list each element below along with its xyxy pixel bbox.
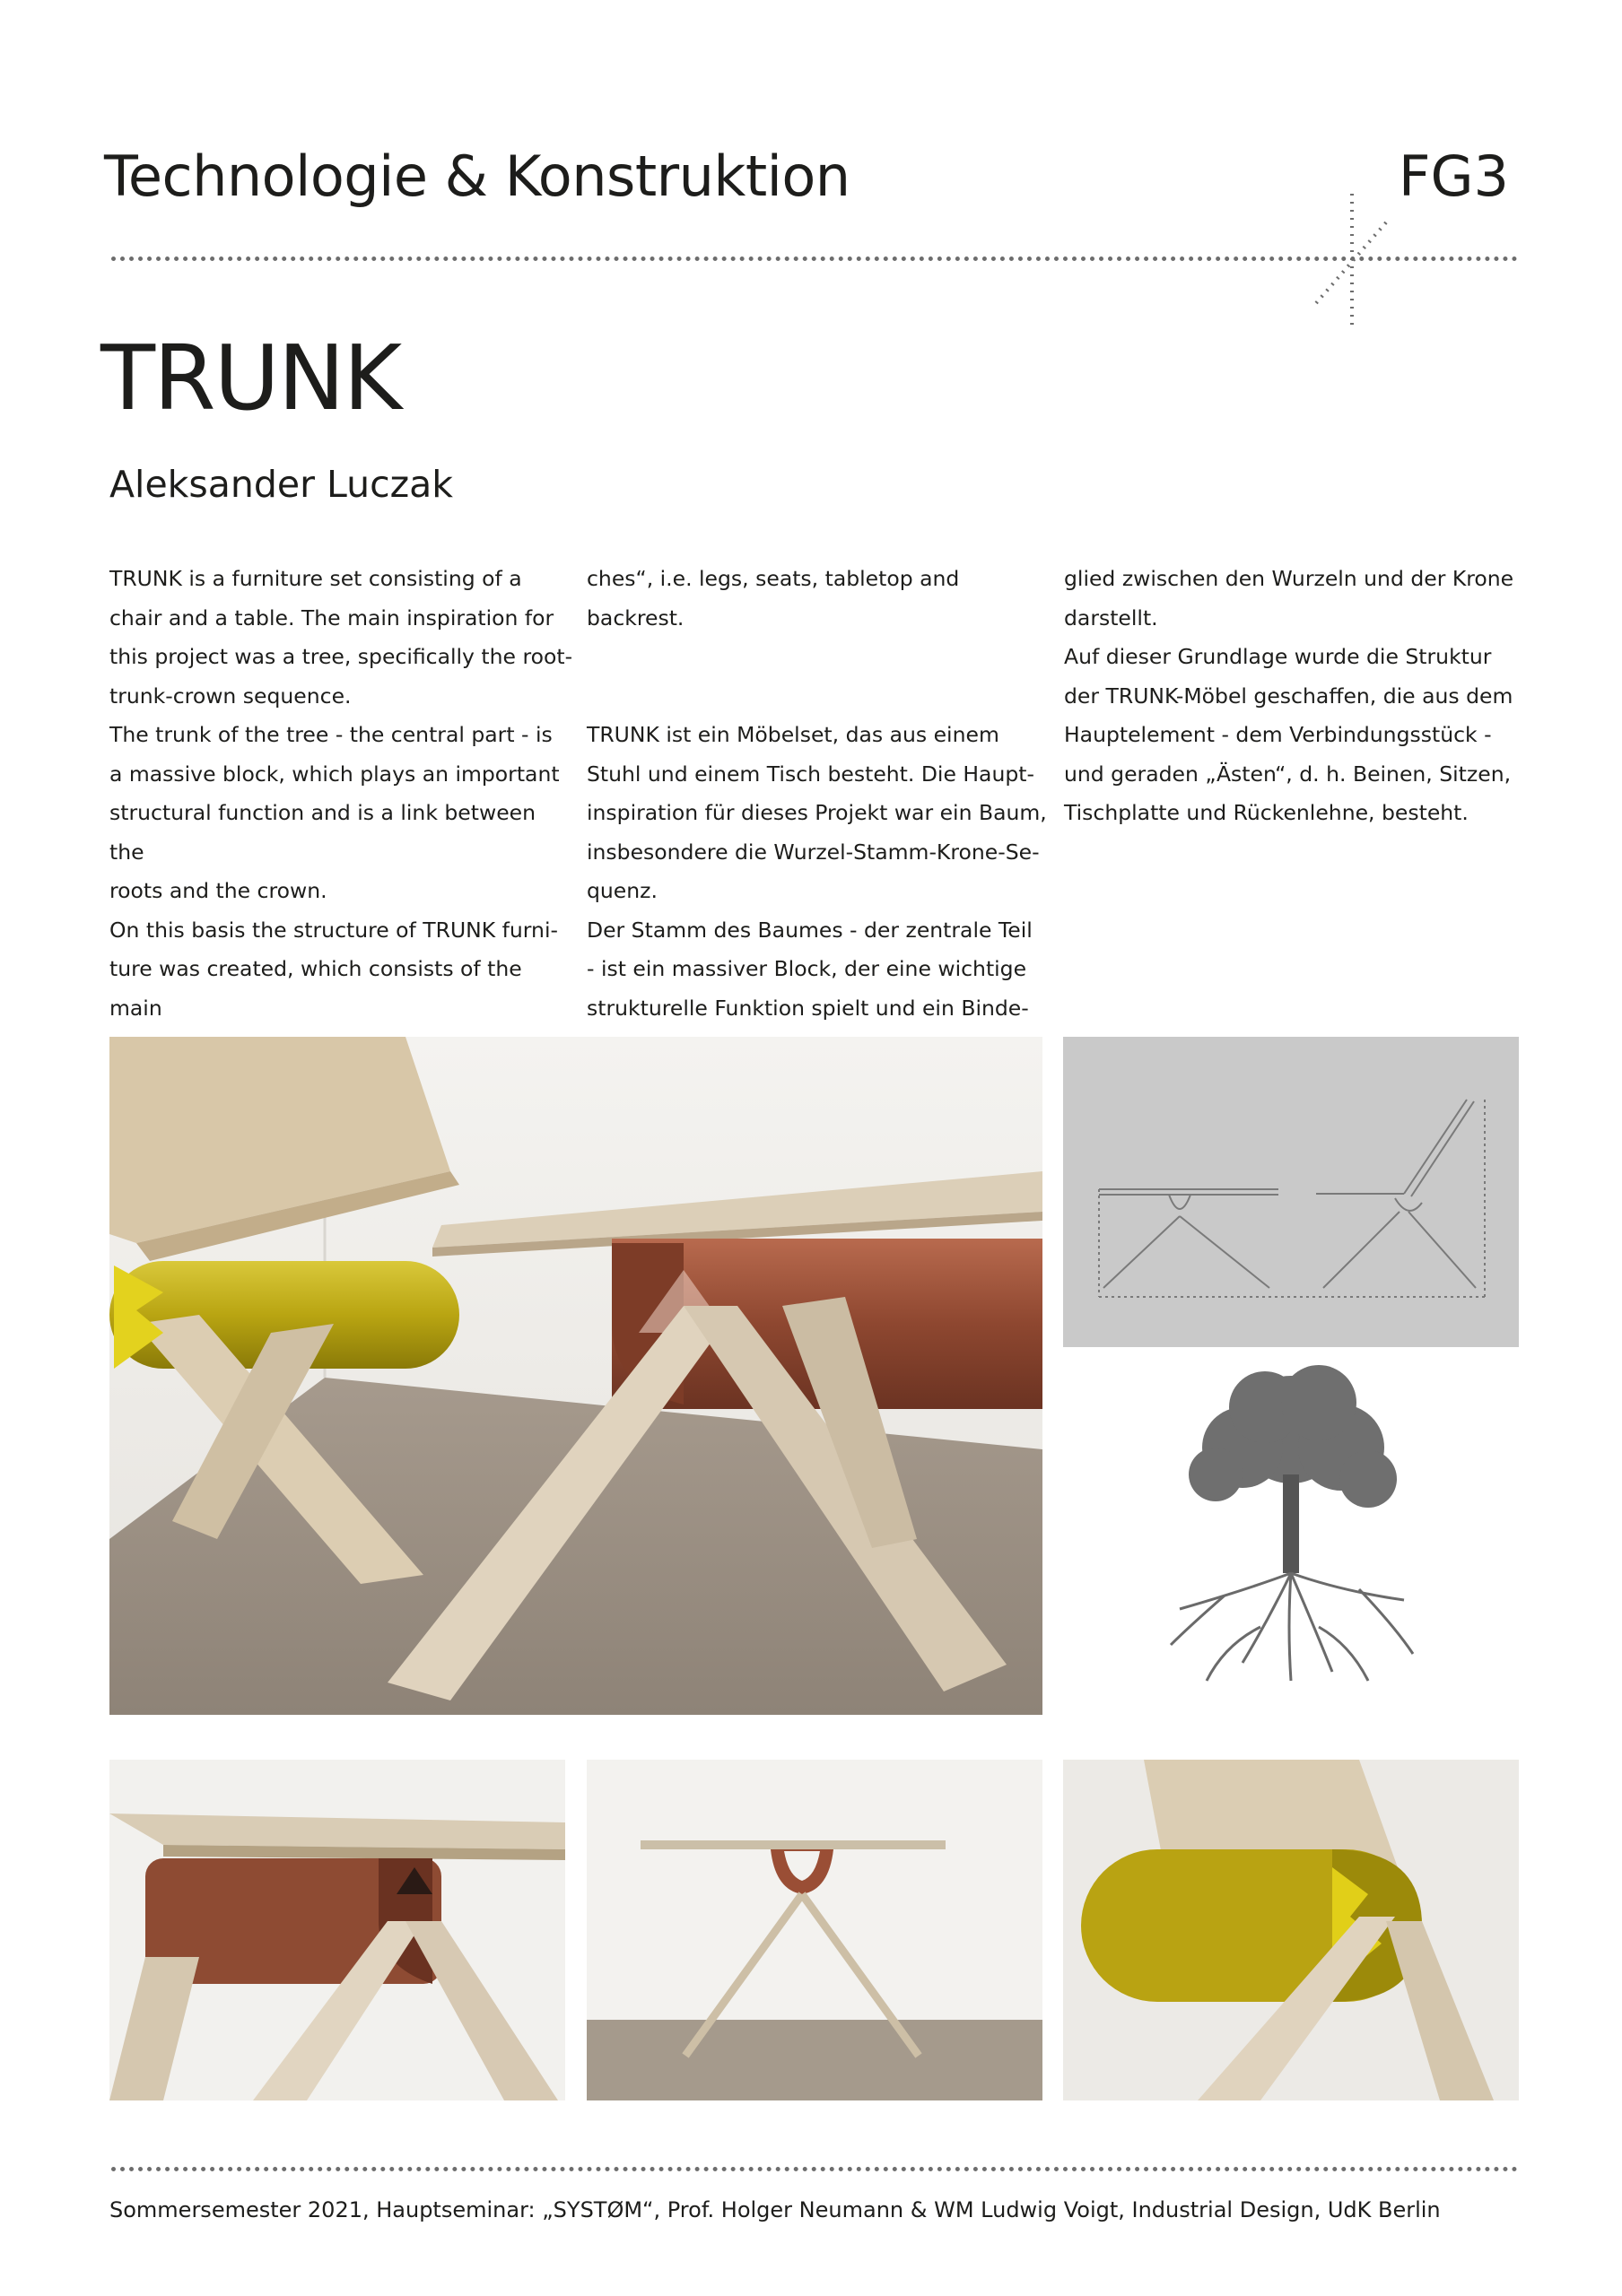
footer-divider <box>111 2167 1518 2171</box>
section-code: FG3 <box>1398 144 1509 209</box>
section-title: Technologie & Konstruktion <box>104 144 850 209</box>
project-author: Aleksander Luczak <box>109 463 454 506</box>
text-column-3: glied zwischen den Wurzeln und der Krone darstellt. Auf dieser Grundlage wurde die Struktur der TRUNK-Möbel geschaffen, die aus dem Hauptelement - dem Verbindungsstück - und geraden „Ästen“, d. h. Beinen, Sitzen, Tischplatte und Rückenlehne, besteht. <box>1064 566 1514 825</box>
footer-credits: Sommersemester 2021, Hauptseminar: „SYSTØM“, Prof. Holger Neumann & WM Ludwig Voigt, Industrial Design, UdK Berlin <box>109 2197 1441 2222</box>
technical-sketch <box>1063 1037 1519 1347</box>
photo-table-side-view <box>587 1760 1042 2100</box>
main-photo-chair-and-table <box>109 1037 1042 1715</box>
photo-table-closeup <box>109 1760 565 2100</box>
tree-with-roots-image <box>1063 1358 1519 1715</box>
crosshair-mark-icon <box>1305 188 1413 332</box>
project-title: TRUNK <box>100 326 401 430</box>
text-column-1: TRUNK is a furniture set consisting of a chair and a table. The main inspiration for this project was a tree, specifically the root- trunk-crown sequence. The trunk of the tree - the central part - is a massive block, which plays an important structural function and is a link between the roots and the crown. On this basis the structure of TRUNK furni- ture was created, which consists of the main <box>109 566 573 1021</box>
photo-chair-closeup <box>1063 1760 1519 2100</box>
text-column-2: ches“, i.e. legs, seats, tabletop and backrest. TRUNK ist ein Möbelset, das aus einem Stuhl und einem Tisch besteht. Die Haupt- inspiration für dieses Projekt war ein Baum, insbesondere die Wurzel-Stamm-Krone-Se- quenz. Der Stamm des Baumes - der zentrale Teil - ist ein massiver Block, der eine wichtige strukturelle Funktion spielt und ein Binde- <box>587 566 1047 1021</box>
